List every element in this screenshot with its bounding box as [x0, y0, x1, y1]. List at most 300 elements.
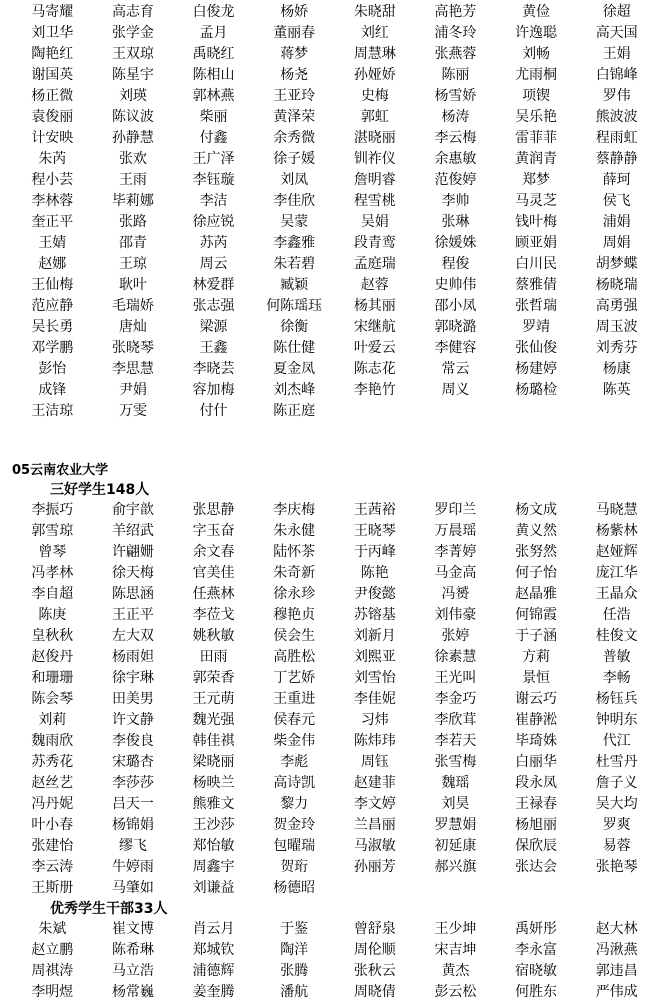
name-cell: 高胜松 [273, 649, 316, 665]
name-cell: 贺金玲 [273, 817, 316, 833]
name-cell: 毕莉娜 [111, 193, 154, 209]
name-cell: 彭云松 [434, 984, 477, 1000]
name-cell: 宋继航 [353, 319, 396, 335]
name-cell: 周伦顺 [353, 942, 396, 958]
name-cell: 毕琦姝 [515, 733, 558, 749]
name-cell: 周义 [441, 382, 470, 398]
name-cell: 董丽春 [273, 25, 316, 41]
name-cell: 许翩姗 [111, 544, 154, 560]
name-cell: 马肇如 [111, 880, 154, 896]
name-cell: 钏祚仪 [353, 151, 396, 167]
name-cell: 陈正庭 [273, 403, 316, 419]
name-cell: 陈仕健 [273, 340, 316, 356]
name-cell: 杨雨妲 [111, 649, 154, 665]
name-cell: 尹俊懿 [353, 586, 396, 602]
name-cell: 项锲 [522, 88, 551, 104]
name-cell: 许逸聪 [515, 25, 558, 41]
name-cell: 郑城钦 [192, 942, 235, 958]
name-cell: 蔡静静 [595, 151, 638, 167]
name-cell: 杨常巍 [111, 984, 154, 1000]
name-cell: 赵大林 [595, 921, 638, 937]
name-cell: 叶爱云 [353, 340, 396, 356]
name-cell: 苏秀花 [31, 754, 74, 770]
name-cell: 周钰 [360, 754, 389, 770]
name-cell: 张学金 [111, 25, 154, 41]
name-cell: 陈议波 [111, 109, 154, 125]
name-cell: 陈星宇 [111, 67, 154, 83]
name-cell: 刘瑛 [118, 88, 147, 104]
name-cell: 柴金伟 [273, 733, 316, 749]
name-cell: 白丽华 [515, 754, 558, 770]
name-cell: 朱若碧 [273, 256, 316, 272]
name-cell: 王斯册 [31, 880, 74, 896]
name-cell: 李菁婷 [434, 544, 477, 560]
name-cell: 杨涛 [441, 109, 470, 125]
name-cell: 李艳竹 [353, 382, 396, 398]
name-cell: 蔡雅倩 [515, 277, 558, 293]
name-cell: 魏光强 [192, 712, 235, 728]
name-cell: 黄义然 [515, 523, 558, 539]
name-cell: 郝兴旗 [434, 859, 477, 875]
name-cell: 初延康 [434, 838, 477, 854]
name-cell: 杨文成 [515, 502, 558, 518]
name-cell: 徐永珍 [273, 586, 316, 602]
name-cell: 冯孝林 [31, 565, 74, 581]
name-cell: 杨紫林 [595, 523, 638, 539]
name-cell: 张秋云 [353, 963, 396, 979]
name-cell: 牛婷雨 [111, 859, 154, 875]
award-title-merit-students: 三好学生148人 [50, 482, 150, 498]
name-cell: 吴长勇 [31, 319, 74, 335]
name-cell: 陆怀茶 [273, 544, 316, 560]
name-cell: 魏雨欣 [31, 733, 74, 749]
name-cell: 奎正平 [31, 214, 74, 230]
name-cell: 宿晓敏 [515, 963, 558, 979]
name-cell: 陈志花 [353, 361, 396, 377]
name-cell: 林爱群 [192, 277, 235, 293]
name-cell: 张燕蓉 [434, 46, 477, 62]
name-cell: 侯会生 [273, 628, 316, 644]
name-cell: 段青鸾 [353, 235, 396, 251]
name-cell: 雷菲菲 [515, 130, 558, 146]
name-cell: 何锦霞 [515, 607, 558, 623]
name-cell: 徐超 [602, 4, 631, 20]
name-cell: 田美男 [111, 691, 154, 707]
name-cell: 张艳琴 [595, 859, 638, 875]
name-cell: 陈丽 [441, 67, 470, 83]
name-cell: 蒋梦 [280, 46, 309, 62]
name-cell: 李金巧 [434, 691, 477, 707]
name-cell: 赵蓉 [360, 277, 389, 293]
name-cell: 杨尧 [280, 67, 309, 83]
name-cell: 冯湫燕 [595, 942, 638, 958]
name-cell: 字玉奋 [192, 523, 235, 539]
name-cell: 周慧琳 [353, 46, 396, 62]
name-cell: 李若天 [434, 733, 477, 749]
name-cell: 罗慧娟 [434, 817, 477, 833]
name-cell: 李林蓉 [31, 193, 74, 209]
name-cell: 梁源 [199, 319, 228, 335]
name-cell: 杨建婷 [515, 361, 558, 377]
name-cell: 郭雪琼 [31, 523, 74, 539]
name-cell: 白川民 [515, 256, 558, 272]
name-cell: 缪飞 [118, 838, 147, 854]
name-cell: 薛珂 [602, 172, 631, 188]
name-cell: 李文婷 [353, 796, 396, 812]
name-cell: 张仙俊 [515, 340, 558, 356]
name-cell: 梁晓丽 [192, 754, 235, 770]
name-cell: 孟庭瑞 [353, 256, 396, 272]
name-cell: 贺珩 [280, 859, 309, 875]
name-cell: 王婧 [38, 235, 67, 251]
name-cell: 赵娅辉 [595, 544, 638, 560]
name-cell: 习炜 [360, 712, 389, 728]
name-cell: 孟月 [199, 25, 228, 41]
name-cell: 尤雨桐 [515, 67, 558, 83]
name-cell: 浦冬玲 [434, 25, 477, 41]
name-cell: 张欢 [118, 151, 147, 167]
name-cell: 方莉 [522, 649, 551, 665]
name-cell: 王少坤 [434, 921, 477, 937]
name-cell: 刘秀芬 [595, 340, 638, 356]
name-cell: 程雨虹 [595, 130, 638, 146]
name-cell: 李莎莎 [111, 775, 154, 791]
name-cell: 宋璐杏 [111, 754, 154, 770]
name-cell: 张晓琴 [111, 340, 154, 356]
name-cell: 陈思涵 [111, 586, 154, 602]
name-cell: 高天国 [595, 25, 638, 41]
name-cell: 唐灿 [118, 319, 147, 335]
name-cell: 陈庚 [38, 607, 67, 623]
name-cell: 余惠敏 [434, 151, 477, 167]
name-cell: 姜奎腾 [192, 984, 235, 1000]
name-cell: 刘卫华 [31, 25, 74, 41]
name-cell: 吕天一 [111, 796, 154, 812]
name-cell: 孙娅娇 [353, 67, 396, 83]
name-cell: 刘雪怡 [353, 670, 396, 686]
name-cell: 马淑敏 [353, 838, 396, 854]
name-cell: 陈希琳 [111, 942, 154, 958]
name-cell: 史梅 [360, 88, 389, 104]
name-cell: 赵俊丹 [31, 649, 74, 665]
name-cell: 杨映兰 [192, 775, 235, 791]
name-cell: 罗靖 [522, 319, 551, 335]
name-cell: 李晓芸 [192, 361, 235, 377]
name-cell: 王洁琼 [31, 403, 74, 419]
name-cell: 黄杰 [441, 963, 470, 979]
name-cell: 丁艺娇 [273, 670, 316, 686]
name-cell: 熊波波 [595, 109, 638, 125]
name-cell: 刘熙亚 [353, 649, 396, 665]
name-cell: 邓学鹏 [31, 340, 74, 356]
name-cell: 田雨 [199, 649, 228, 665]
name-cell: 庞江华 [595, 565, 638, 581]
name-cell: 马寄耀 [31, 4, 74, 20]
name-cell: 景恒 [522, 670, 551, 686]
name-cell: 王娟 [602, 46, 631, 62]
name-cell: 苏镕基 [353, 607, 396, 623]
name-cell: 付什 [199, 403, 228, 419]
name-cell: 何子怡 [515, 565, 558, 581]
name-cell: 王晶众 [595, 586, 638, 602]
name-cell: 王亚玲 [273, 88, 316, 104]
name-cell: 朱永健 [273, 523, 316, 539]
name-cell: 高艳芳 [434, 4, 477, 20]
name-cell: 吴蒙 [280, 214, 309, 230]
name-cell: 穆艳贞 [273, 607, 316, 623]
name-cell: 史帅伟 [434, 277, 477, 293]
name-cell: 钱叶梅 [515, 214, 558, 230]
name-cell: 白锦峰 [595, 67, 638, 83]
name-cell: 杨康 [602, 361, 631, 377]
name-cell: 陈艳 [360, 565, 389, 581]
name-cell: 黎力 [280, 796, 309, 812]
name-cell: 高志育 [111, 4, 154, 20]
name-cell: 刘伟豪 [434, 607, 477, 623]
name-cell: 李佳欣 [273, 193, 316, 209]
name-cell: 杨德昭 [273, 880, 316, 896]
name-cell: 官美佳 [192, 565, 235, 581]
name-cell: 王茜裕 [353, 502, 396, 518]
name-cell: 任燕林 [192, 586, 235, 602]
name-cell: 马金高 [434, 565, 477, 581]
name-cell: 程俊 [441, 256, 470, 272]
name-cell: 张思静 [192, 502, 235, 518]
name-cell: 李永富 [515, 942, 558, 958]
name-cell: 刘昊 [441, 796, 470, 812]
name-cell: 周鑫宇 [192, 859, 235, 875]
name-cell: 左大双 [111, 628, 154, 644]
name-cell: 马灵芝 [515, 193, 558, 209]
name-cell: 顾亚娟 [515, 235, 558, 251]
name-cell: 郑梦 [522, 172, 551, 188]
name-cell: 周玉波 [595, 319, 638, 335]
name-cell: 王禄春 [515, 796, 558, 812]
name-cell: 罗爽 [602, 817, 631, 833]
name-cell: 姚秋敏 [192, 628, 235, 644]
name-cell: 陶洋 [280, 942, 309, 958]
name-cell: 徐天梅 [111, 565, 154, 581]
name-cell: 付鑫 [199, 130, 228, 146]
name-cell: 保欣辰 [515, 838, 558, 854]
name-cell: 冯丹妮 [31, 796, 74, 812]
name-cell: 王光叫 [434, 670, 477, 686]
name-cell: 朱芮 [38, 151, 67, 167]
name-cell: 浦德辉 [192, 963, 235, 979]
name-cell: 周云 [199, 256, 228, 272]
name-cell: 熊雅文 [192, 796, 235, 812]
name-cell: 罗伟 [602, 88, 631, 104]
name-cell: 于丙峰 [353, 544, 396, 560]
name-cell: 杨其丽 [353, 298, 396, 314]
name-cell: 兰昌丽 [353, 817, 396, 833]
name-cell: 余文春 [192, 544, 235, 560]
name-cell: 徐子媛 [273, 151, 316, 167]
name-cell: 计安映 [31, 130, 74, 146]
name-cell: 张建怡 [31, 838, 74, 854]
name-cell: 吴娟 [360, 214, 389, 230]
name-cell: 崔静淞 [515, 712, 558, 728]
name-cell: 徐宇琳 [111, 670, 154, 686]
name-cell: 朱晓甜 [353, 4, 396, 20]
name-cell: 李彪 [280, 754, 309, 770]
name-cell: 何陈瑶珏 [266, 298, 323, 314]
name-cell: 尹娟 [118, 382, 147, 398]
name-cell: 杨晓瑞 [595, 277, 638, 293]
name-cell: 周娟 [602, 235, 631, 251]
name-cell: 杜雪丹 [595, 754, 638, 770]
name-cell: 王鑫 [199, 340, 228, 356]
name-cell: 邵青 [118, 235, 147, 251]
name-cell: 钟明东 [595, 712, 638, 728]
name-cell: 程雪桃 [353, 193, 396, 209]
name-cell: 李帅 [441, 193, 470, 209]
name-cell: 高勇强 [595, 298, 638, 314]
name-cell: 刘莉 [38, 712, 67, 728]
name-cell: 李洁 [199, 193, 228, 209]
name-cell: 叶小春 [31, 817, 74, 833]
name-cell: 苏芮 [199, 235, 228, 251]
name-cell: 王元萌 [192, 691, 235, 707]
name-cell: 王仙梅 [31, 277, 74, 293]
name-cell: 禹晓红 [192, 46, 235, 62]
name-cell: 许文静 [111, 712, 154, 728]
name-cell: 杨锦娟 [111, 817, 154, 833]
name-cell: 赵立鹏 [31, 942, 74, 958]
name-cell: 赵建菲 [353, 775, 396, 791]
name-cell: 李鑫雅 [273, 235, 316, 251]
name-cell: 万晨瑶 [434, 523, 477, 539]
name-cell: 宋吉坤 [434, 942, 477, 958]
name-cell: 李明煜 [31, 984, 74, 1000]
name-cell: 彭怡 [38, 361, 67, 377]
name-cell: 严伟成 [595, 984, 638, 1000]
name-cell: 黄润青 [515, 151, 558, 167]
name-cell: 周祺涛 [31, 963, 74, 979]
name-cell: 侯春元 [273, 712, 316, 728]
name-cell: 湛晓丽 [353, 130, 396, 146]
name-cell: 张努然 [515, 544, 558, 560]
name-cell: 朱斌 [38, 921, 67, 937]
name-cell: 张婷 [441, 628, 470, 644]
name-cell: 潘航 [280, 984, 309, 1000]
name-cell: 易蓉 [602, 838, 631, 854]
name-cell: 刘谦益 [192, 880, 235, 896]
name-cell: 陶艳红 [31, 46, 74, 62]
name-cell: 张哲瑞 [515, 298, 558, 314]
name-cell: 赵丝艺 [31, 775, 74, 791]
name-cell: 李庆梅 [273, 502, 316, 518]
name-cell: 万雯 [118, 403, 147, 419]
name-cell: 李钰璇 [192, 172, 235, 188]
name-cell: 赵娜 [38, 256, 67, 272]
name-cell: 刘畅 [522, 46, 551, 62]
name-cell: 魏瑶 [441, 775, 470, 791]
name-cell: 杨娇 [280, 4, 309, 20]
name-cell: 詹子义 [595, 775, 638, 791]
name-cell: 王雨 [118, 172, 147, 188]
name-cell: 李思慧 [111, 361, 154, 377]
name-cell: 曾舒泉 [353, 921, 396, 937]
name-cell: 郭林燕 [192, 88, 235, 104]
name-cell: 徐素慧 [434, 649, 477, 665]
name-cell: 徐媛姝 [434, 235, 477, 251]
name-cell: 包曜瑞 [273, 838, 316, 854]
name-cell: 韩佳祺 [192, 733, 235, 749]
name-cell: 俞宇歆 [111, 502, 154, 518]
name-cell: 郭荣香 [192, 670, 235, 686]
name-cell: 王重进 [273, 691, 316, 707]
name-cell: 王正平 [111, 607, 154, 623]
name-cell: 李欣茸 [434, 712, 477, 728]
section-gap [12, 422, 657, 462]
name-cell: 刘凤 [280, 172, 309, 188]
name-cell: 和珊珊 [31, 670, 74, 686]
name-cell: 李畅 [602, 670, 631, 686]
name-cell: 王沙莎 [192, 817, 235, 833]
name-cell: 黄俭 [522, 4, 551, 20]
name-cell: 马立浩 [111, 963, 154, 979]
name-cell: 普敏 [602, 649, 631, 665]
name-cell: 徐应锐 [192, 214, 235, 230]
name-cell: 刘新月 [353, 628, 396, 644]
name-cell: 浦娟 [602, 214, 631, 230]
name-cell: 范俊婷 [434, 172, 477, 188]
name-cell: 刘杰峰 [273, 382, 316, 398]
name-cell: 陈炜玮 [353, 733, 396, 749]
name-cell: 高诗凯 [273, 775, 316, 791]
name-cell: 容加梅 [192, 382, 235, 398]
name-cell: 张腾 [280, 963, 309, 979]
name-cell: 周晓倩 [353, 984, 396, 1000]
name-cell: 马晓慧 [595, 502, 638, 518]
name-cell: 代江 [602, 733, 631, 749]
name-cell: 曾琴 [38, 544, 67, 560]
name-cell: 刘红 [360, 25, 389, 41]
name-cell: 王广泽 [192, 151, 235, 167]
name-cell: 皇秋秋 [31, 628, 74, 644]
name-cell: 黄泽荣 [273, 109, 316, 125]
name-cell: 张志强 [192, 298, 235, 314]
name-cell: 詹明睿 [353, 172, 396, 188]
name-cell: 陈相山 [192, 67, 235, 83]
name-cell: 臧颖 [280, 277, 309, 293]
name-list-student-cadres [12, 919, 657, 1003]
name-cell: 肖云月 [192, 921, 235, 937]
name-cell: 段永凤 [515, 775, 558, 791]
name-cell: 李佳妮 [353, 691, 396, 707]
name-cell: 张达会 [515, 859, 558, 875]
name-cell: 杨钰兵 [595, 691, 638, 707]
name-cell: 白俊龙 [192, 4, 235, 20]
name-cell: 何胜东 [515, 984, 558, 1000]
name-cell: 吴乐艳 [515, 109, 558, 125]
name-cell: 李莅戈 [192, 607, 235, 623]
name-cell: 范应静 [31, 298, 74, 314]
name-cell: 于鉴 [280, 921, 309, 937]
name-cell: 夏金凤 [273, 361, 316, 377]
name-cell: 于子涵 [515, 628, 558, 644]
name-cell: 毛瑞娇 [111, 298, 154, 314]
name-cell: 郭晓潞 [434, 319, 477, 335]
name-cell: 成锋 [38, 382, 67, 398]
name-cell: 谢云巧 [515, 691, 558, 707]
name-cell: 侯飞 [602, 193, 631, 209]
name-list-section-1 [12, 2, 657, 422]
name-cell: 李云涛 [31, 859, 74, 875]
name-cell: 王晓琴 [353, 523, 396, 539]
name-cell: 郑怡敏 [192, 838, 235, 854]
